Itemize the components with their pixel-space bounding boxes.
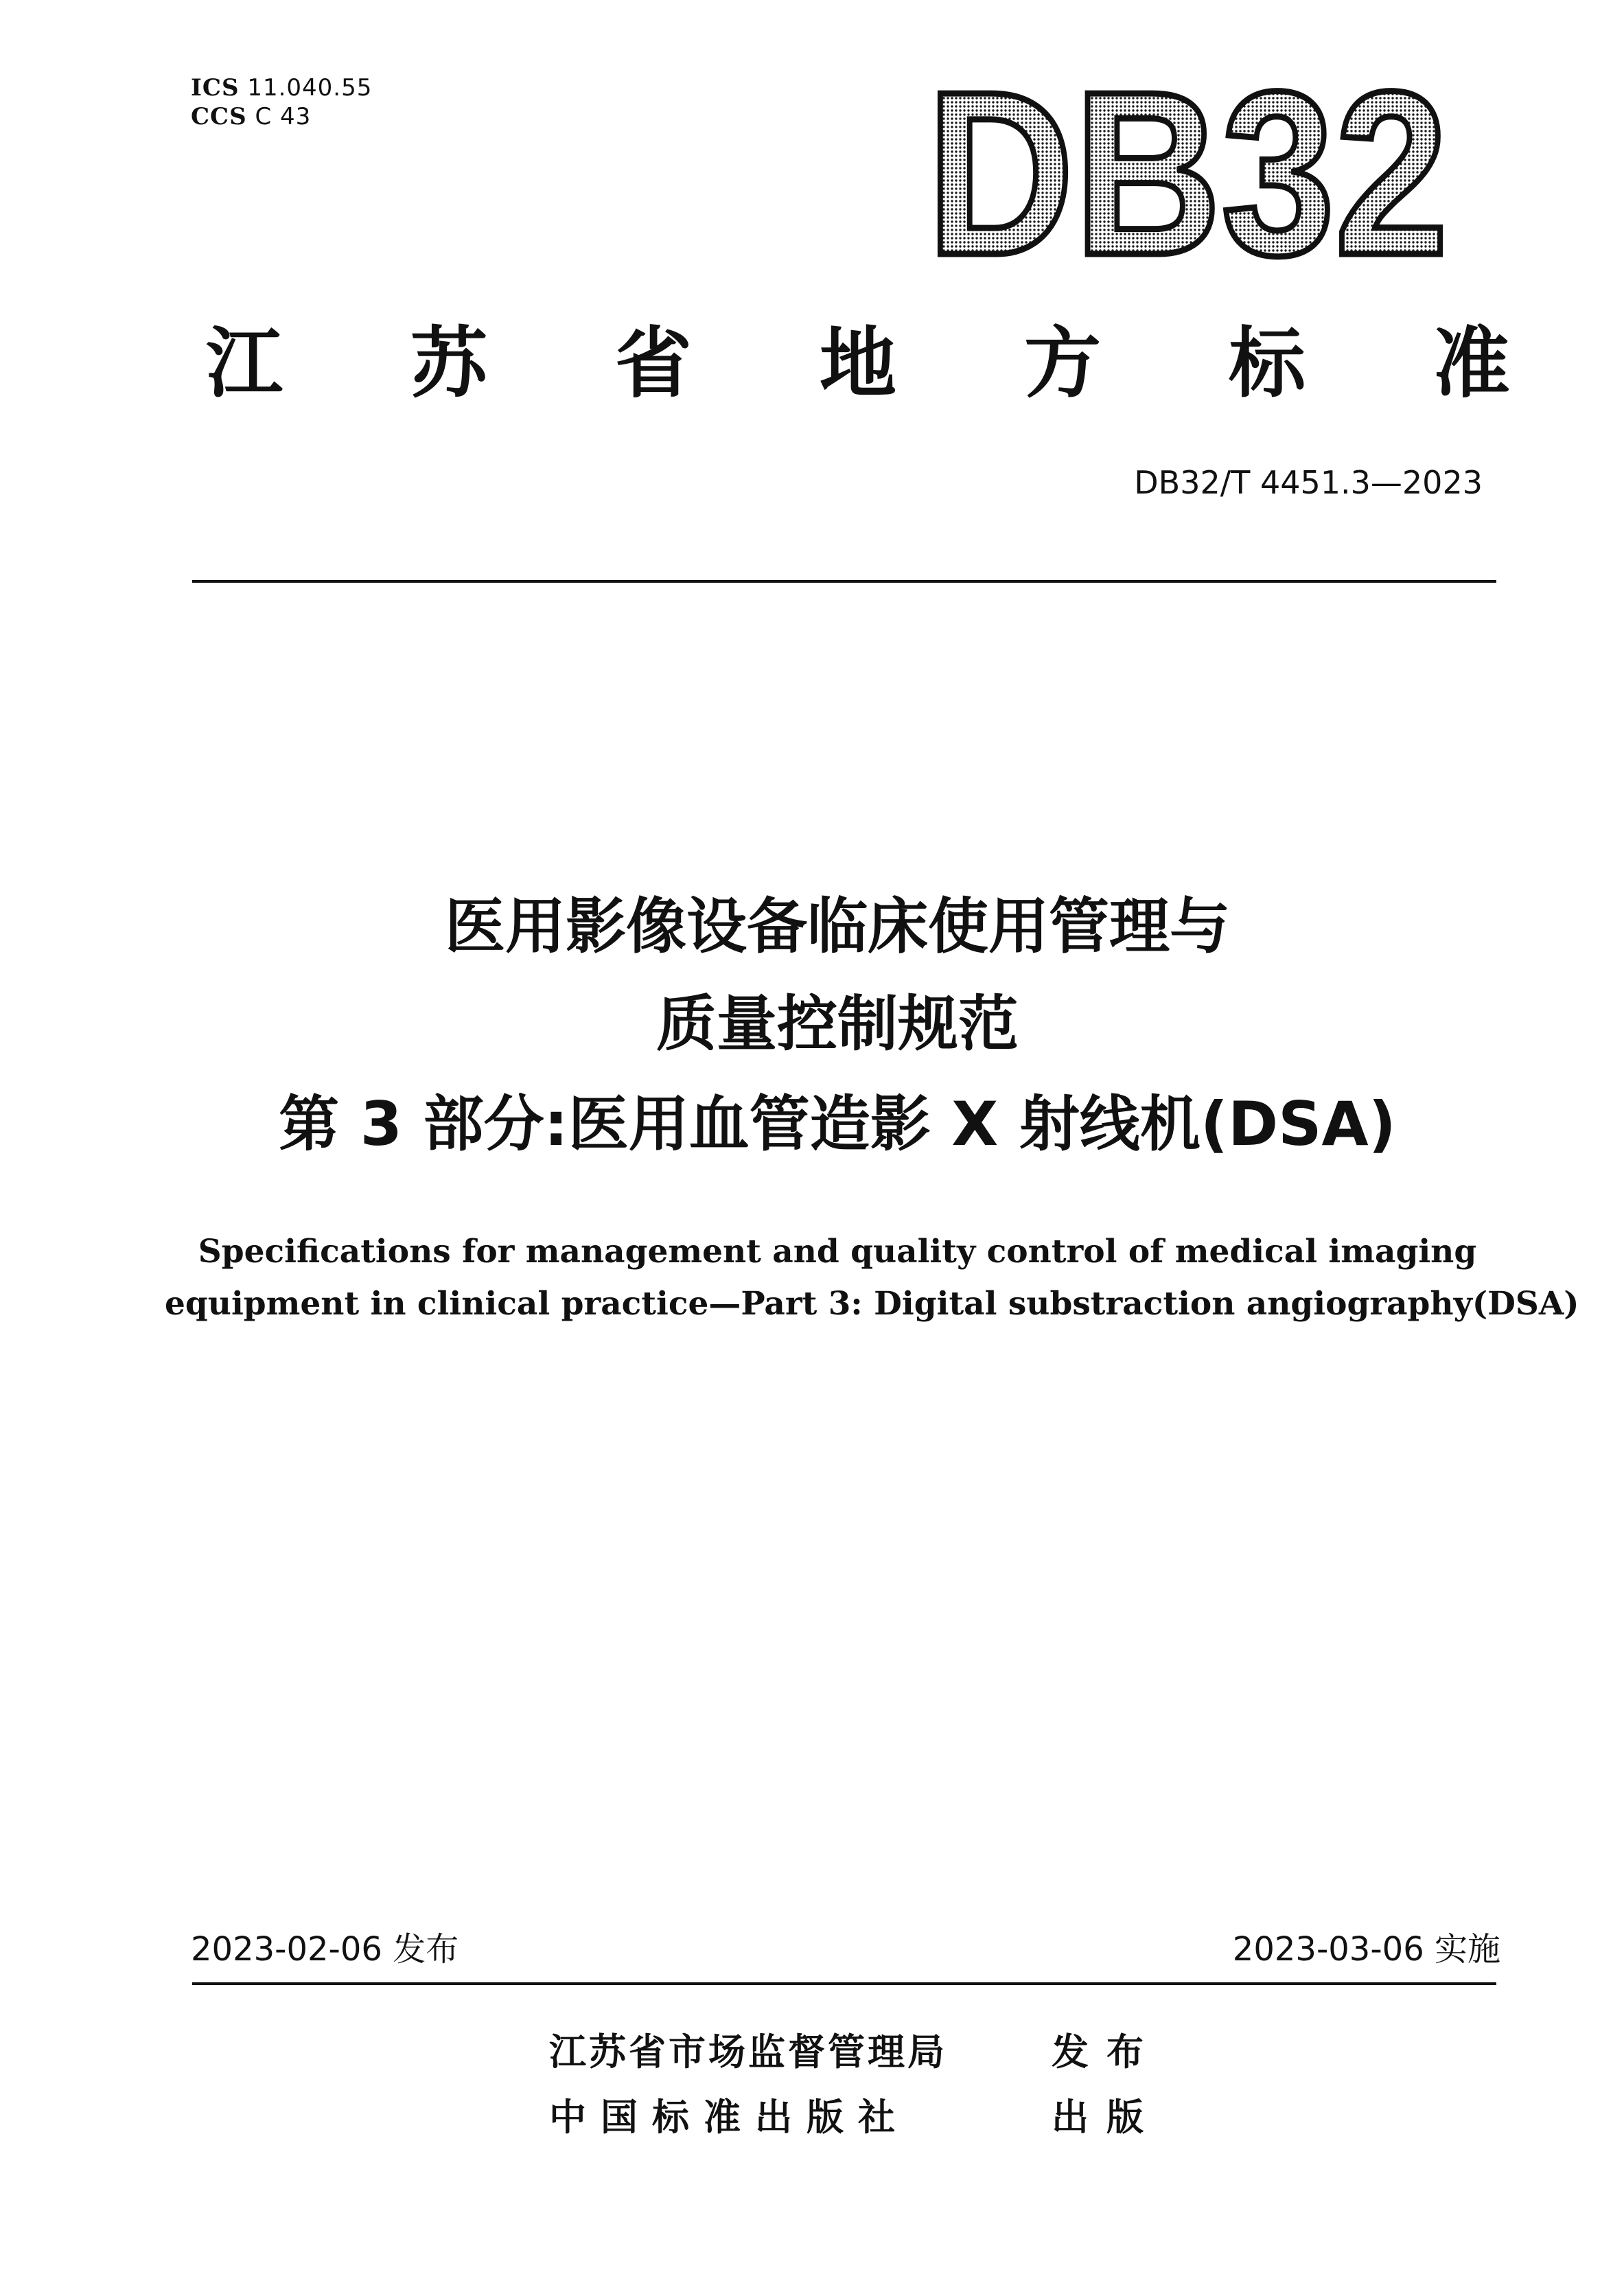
footer-divider [192, 1982, 1496, 1985]
title-en-line-1: Specifications for management and quality control of medical imaging [198, 1233, 1477, 1271]
issuer: 江苏省市场监督管理局 [549, 2030, 947, 2074]
publish-action: 出版 [1052, 2096, 1161, 2139]
ccs-label: CCS [191, 103, 247, 130]
province-char: 标 [1229, 319, 1306, 408]
province-char: 苏 [410, 319, 487, 408]
implementation-date: 2023-03-06 实施 [1232, 1930, 1500, 1969]
release-date: 2023-02-06 发布 [191, 1930, 459, 1969]
province-char: 省 [615, 319, 692, 408]
title-cn-line-3: 第 3 部分:医用血管造影 X 射线机(DSA) [279, 1089, 1396, 1159]
province-char: 江 [206, 319, 283, 408]
standard-number: DB32/T 4451.3—2023 [1134, 464, 1483, 501]
province-char: 准 [1433, 319, 1510, 408]
db32-logo-text: DB32 [927, 43, 1448, 304]
issue-action: 发布 [1052, 2030, 1161, 2074]
province-char: 地 [820, 319, 896, 408]
ccs-code [191, 103, 311, 130]
db32-logo [913, 43, 1462, 304]
ccs-value: C 43 [255, 103, 312, 130]
ics-code [191, 74, 372, 102]
ics-label: ICS [191, 74, 240, 102]
publisher: 中国标准出版社 [549, 2096, 909, 2139]
title-en-line-2: equipment in clinical practice—Part 3: Digital substraction angiography(DSA) [165, 1285, 1579, 1323]
title-cn-line-1: 医用影像设备临床使用管理与 [444, 891, 1230, 962]
header-divider [192, 580, 1496, 583]
province-char: 方 [1024, 319, 1101, 408]
province-standard-title [206, 309, 1510, 419]
ics-value: 11.040.55 [247, 74, 373, 102]
title-cn-line-2: 质量控制规范 [656, 988, 1019, 1059]
